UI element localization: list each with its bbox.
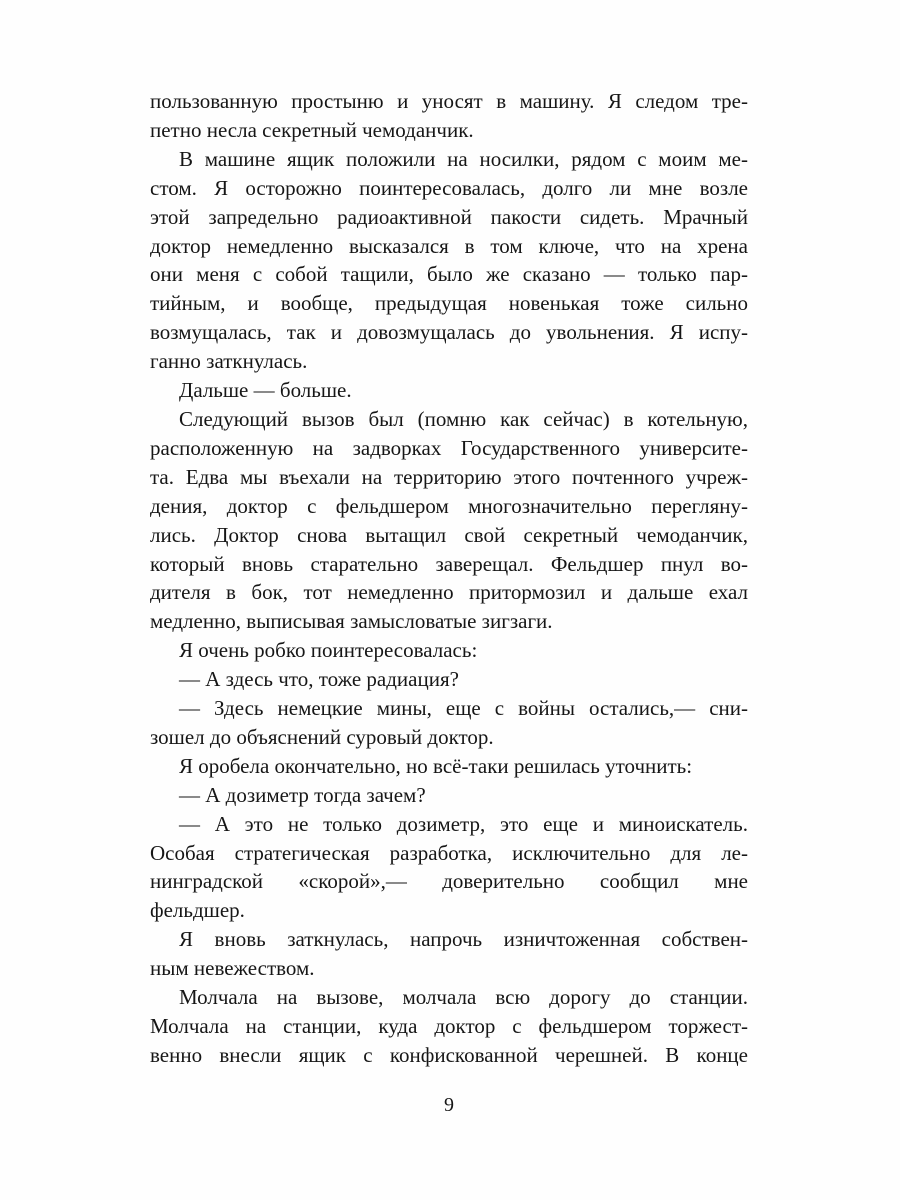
text-line: зошел до объяснений суровый доктор.	[150, 724, 494, 749]
text-line: — А это не только дозиметр, это еще и миноискатель.	[179, 811, 748, 836]
text-line: пользованную простыню и уносят в машину. Я следом тре-	[150, 89, 748, 113]
text-line: доктор немедленно высказался в том ключе, что на хрена	[150, 233, 748, 258]
text-line: лись. Доктор снова вытащил свой секретный чемоданчик,	[150, 522, 748, 547]
text-line: В машине ящик положили на носилки, рядом с моим ме-	[179, 146, 748, 171]
text-line: этой запредельно радиоактивной пакости сидеть. Мрачный	[150, 204, 748, 229]
text-line: — Здесь немецкие мины, еще с войны остались,— сни-	[179, 696, 748, 721]
text-line: петно несла секретный чемоданчик.	[150, 117, 474, 142]
text-line: венно внесли ящик с конфискованной черешней. В конце	[150, 1042, 748, 1067]
text-line: Я оробела окончательно, но всё-таки решилась уточнить:	[179, 753, 693, 778]
text-line: который вновь старательно заверещал. Фельдшер пнул во-	[150, 551, 748, 576]
text-line: нинградской «скорой»,— доверительно сообщил мне	[150, 869, 748, 894]
text-line: — А здесь что, тоже радиация?	[179, 667, 459, 692]
text-line: Дальше — больше.	[179, 378, 352, 403]
text-line: возмущалась, так и довозмущалась до увольнения. Я испу-	[150, 320, 748, 345]
page-number: 9	[444, 1094, 454, 1116]
text-line: — А дозиметр тогда зачем?	[179, 782, 426, 807]
text-line: ным невежеством.	[150, 956, 315, 981]
text-line: медленно, выписывая замысловатые зигзаги.	[150, 609, 553, 634]
text-line: стом. Я осторожно поинтересовалась, долго ли мне возле	[150, 175, 748, 200]
text-line: Следующий вызов был (помню как сейчас) в котельную,	[179, 406, 748, 431]
text-line: та. Едва мы въехали на территорию этого почтенного учреж-	[150, 464, 748, 489]
text-line: Молчала на вызове, молчала всю дорогу до станции.	[179, 985, 748, 1010]
text-line: Я очень робко поинтересовалась:	[179, 638, 478, 663]
body-text	[150, 87, 748, 1070]
text-line: фельдшер.	[150, 898, 245, 923]
text-line: дителя в бок, тот немедленно притормозил и дальше ехал	[150, 580, 748, 605]
text-line: Особая стратегическая разработка, исключительно для ле-	[150, 840, 748, 865]
text-line: расположенную на задворках Государственного университе-	[150, 435, 748, 460]
text-line: тийным, и вообще, предыдущая новенькая тоже сильно	[150, 291, 748, 316]
text-line: они меня с собой тащили, было же сказано — только пар-	[150, 262, 748, 287]
text-line: Молчала на станции, куда доктор с фельдшером торжест-	[150, 1014, 748, 1038]
text-line: дения, доктор с фельдшером многозначительно перегляну-	[150, 493, 748, 518]
text-line: ганно заткнулась.	[150, 349, 308, 374]
text-line: Я вновь заткнулась, напрочь изничтоженная собствен-	[179, 927, 748, 952]
